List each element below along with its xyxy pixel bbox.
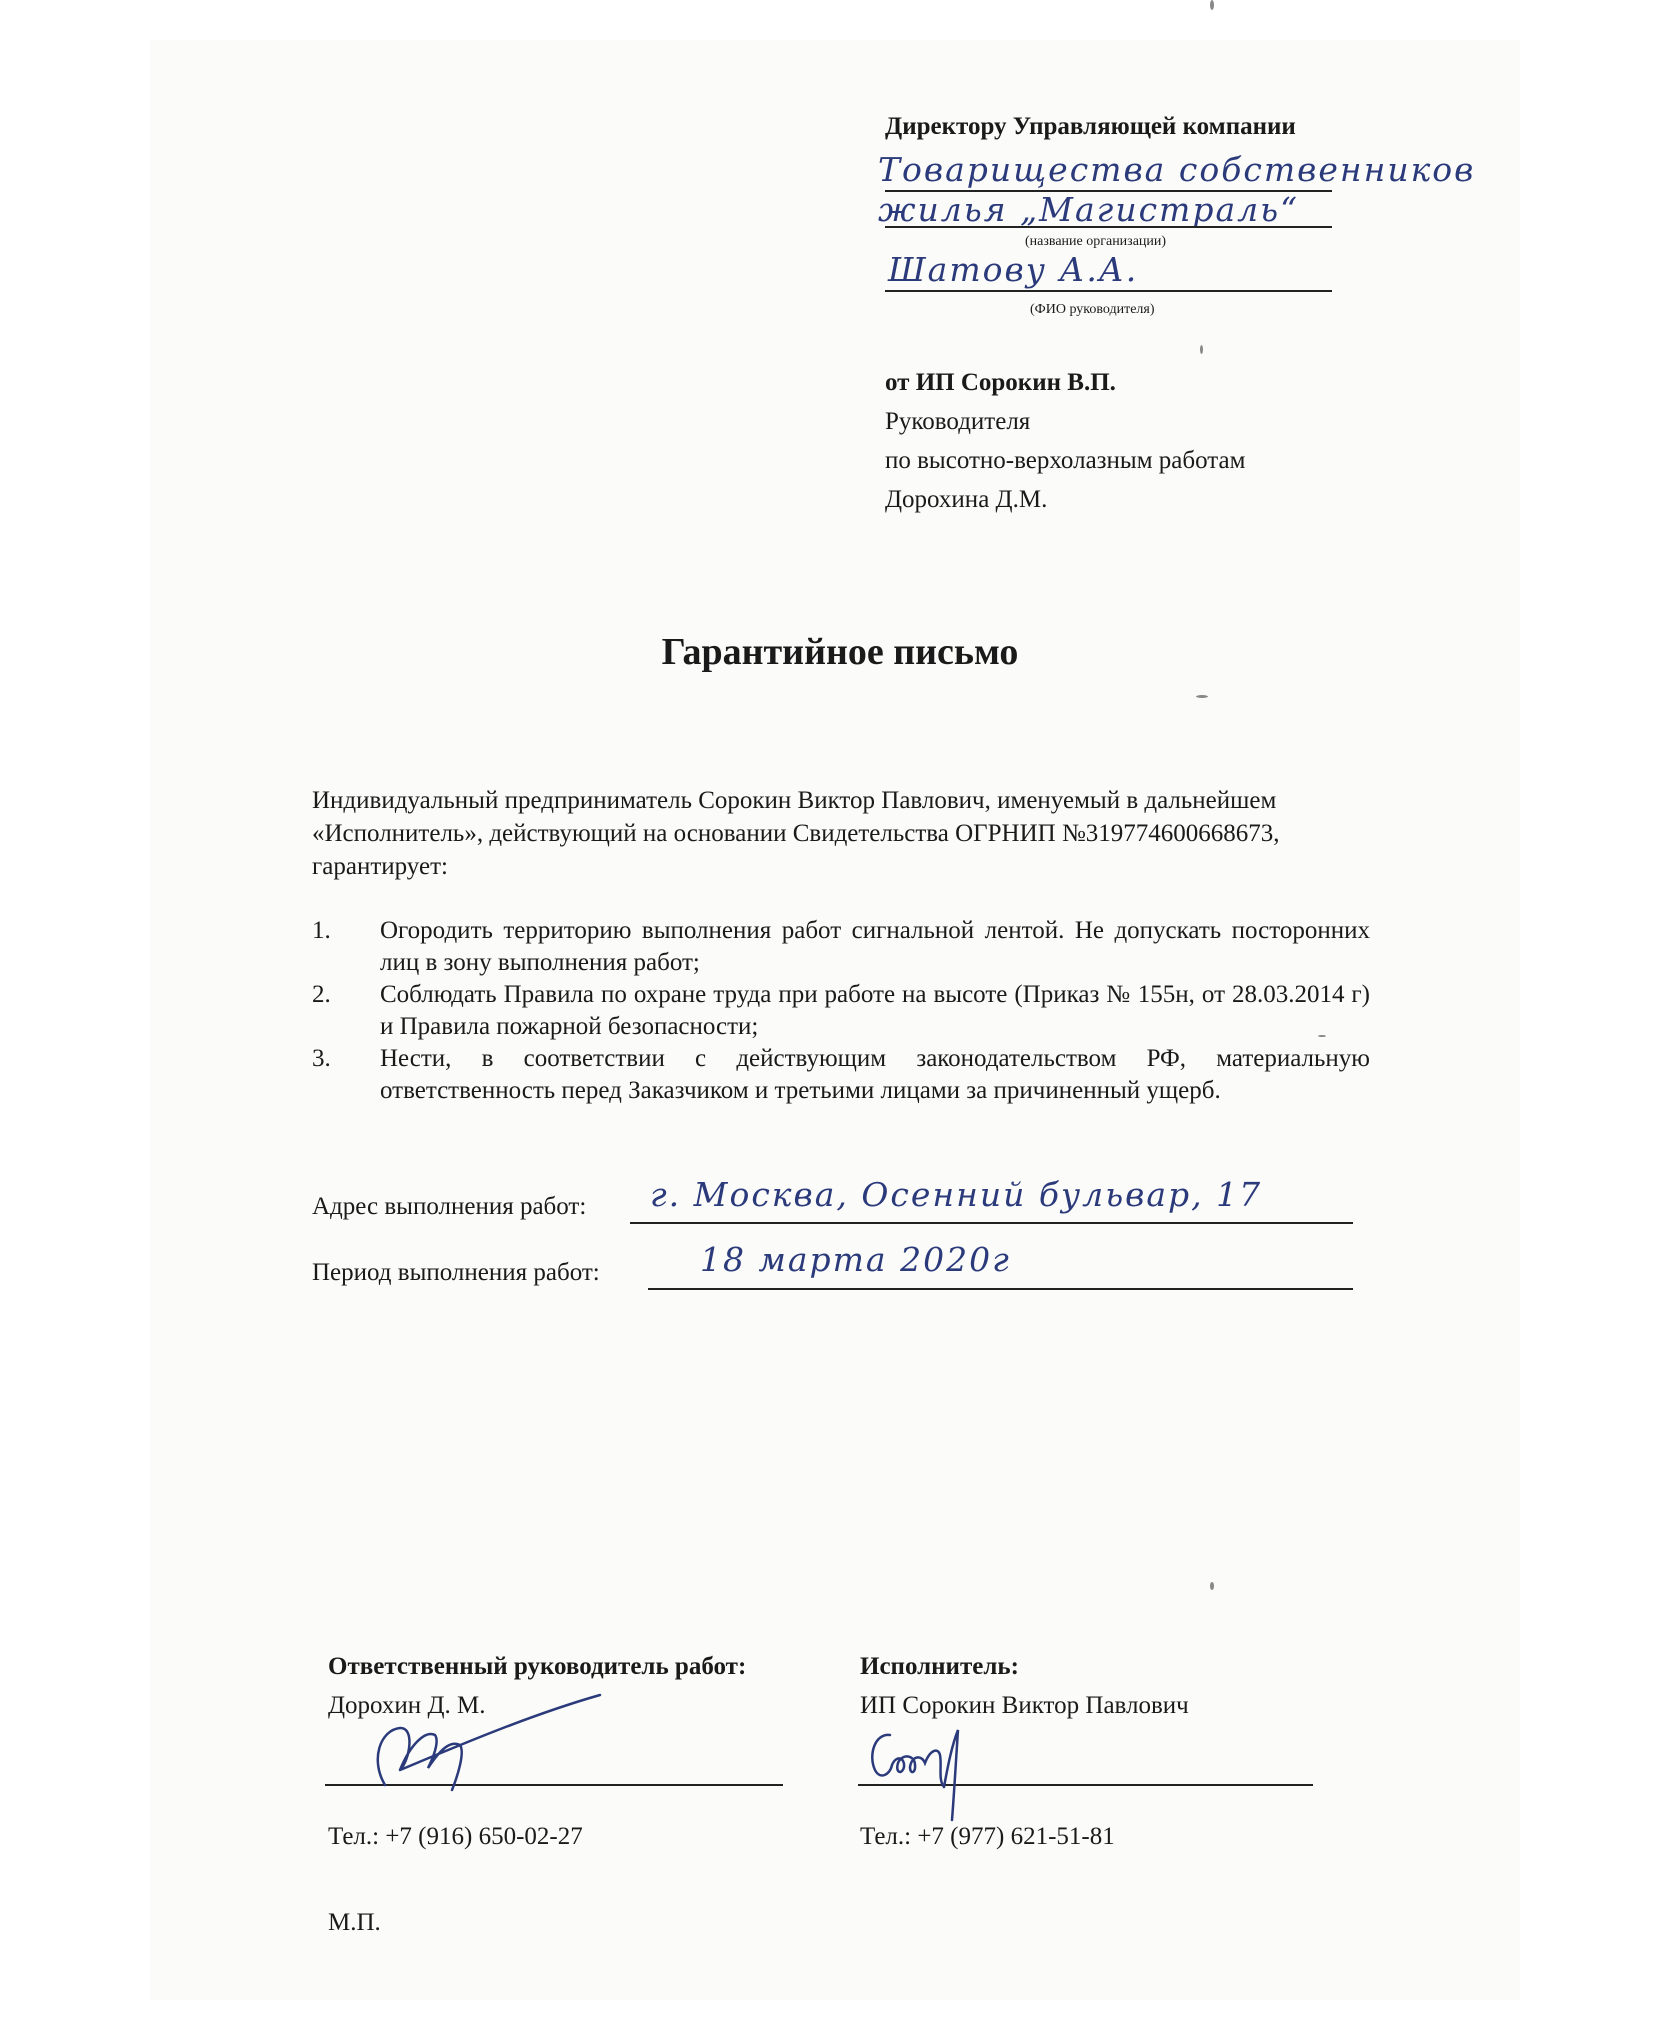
right-sign-name: ИП Сорокин Виктор Павлович xyxy=(860,1692,1189,1719)
sender-from-line: от ИП Сорокин В.П. xyxy=(885,369,1116,396)
scan-speck xyxy=(1210,0,1214,10)
right-sign-phone: Тел.: +7 (977) 621-51-81 xyxy=(860,1823,1115,1850)
list-item-text: Нести, в соответствии с действующим законодательством РФ, материальную ответственность перед Заказчиком и третьими лицами за причиненный ущерб. xyxy=(380,1045,1370,1104)
left-sign-phone: Тел.: +7 (916) 650-02-27 xyxy=(328,1823,583,1850)
address-label: Адрес выполнения работ: xyxy=(312,1193,587,1220)
list-item-number: 2. xyxy=(312,981,331,1008)
org-handwritten-line-1: Товарищества собственников xyxy=(878,150,1476,189)
right-signature-image xyxy=(860,1725,1000,1825)
head-handwritten: Шатову А.А. xyxy=(888,250,1139,289)
left-sign-heading: Ответственный руководитель работ: xyxy=(328,1653,747,1680)
list-item-number: 3. xyxy=(312,1045,331,1072)
list-item-text: Соблюдать Правила по охране труда при работе на высоте (Приказ № 155н, от 28.03.2014 г) и Правила пожарной безопасности; xyxy=(380,981,1370,1040)
left-sign-name: Дорохин Д. М. xyxy=(328,1692,486,1719)
list-item xyxy=(312,915,1370,979)
sender-position-2: по высотно-верхолазным работам xyxy=(885,447,1246,474)
address-handwritten: г. Москва, Осенний бульвар, 17 xyxy=(650,1175,1263,1214)
left-signature-image xyxy=(340,1690,610,1800)
scan-speck xyxy=(1200,345,1203,354)
intro-paragraph: Индивидуальный предприниматель Сорокин Виктор Павлович, именуемый в дальнейшем «Исполнитель», действующий на основании Свидетельства ОГРНИП №319774600668673, гарантирует: xyxy=(312,787,1280,880)
sender-name: Дорохина Д.М. xyxy=(885,486,1048,513)
head-underline xyxy=(885,290,1332,292)
stamp-place-label: М.П. xyxy=(328,1909,381,1936)
right-sign-heading: Исполнитель: xyxy=(860,1653,1019,1680)
list-item xyxy=(312,1043,1370,1107)
addressee-to-line: Директору Управляющей компании xyxy=(885,113,1296,140)
period-underline xyxy=(648,1288,1353,1290)
org-caption: (название организации) xyxy=(1025,234,1167,249)
list-item xyxy=(312,979,1370,1043)
period-label: Период выполнения работ: xyxy=(312,1259,600,1286)
sender-position-1: Руководителя xyxy=(885,408,1031,435)
scan-speck xyxy=(1210,1582,1214,1590)
list-item-text: Огородить территорию выполнения работ сигнальной лентой. Не допускать посторонних лиц в зону выполнения работ; xyxy=(380,917,1370,976)
head-caption: (ФИО руководителя) xyxy=(1030,302,1155,317)
guarantee-list xyxy=(312,915,1370,1107)
address-underline xyxy=(630,1222,1353,1224)
scan-speck xyxy=(1196,695,1208,698)
document-title: Гарантийное письмо xyxy=(661,631,1019,673)
org-underline-2 xyxy=(885,226,1332,228)
org-handwritten-line-2: жилья „Магистраль“ xyxy=(878,190,1299,229)
list-item-number: 1. xyxy=(312,917,331,944)
period-handwritten: 18 марта 2020г xyxy=(700,1240,1011,1279)
